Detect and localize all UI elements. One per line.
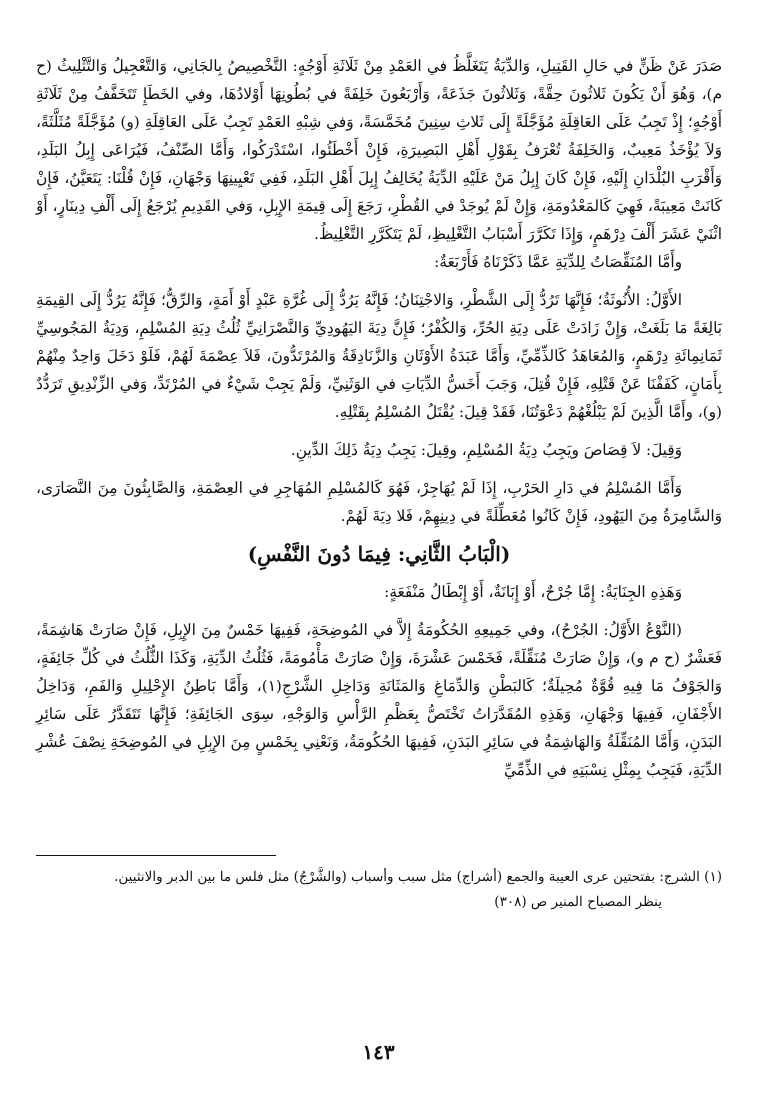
chapter-heading: (الْبَابُ الثَّانِي: فِيمَا دُونَ النَّفْسِ) <box>247 542 511 566</box>
footnote-1-source: ينظر المصباح المنير ص (٣٠٨) <box>494 894 662 910</box>
main-text <box>36 52 722 784</box>
page-number: ١٤٣ <box>362 1040 395 1064</box>
paragraph-wound-type: (النَّوْعُ الأَوَّلُ: الجُرْحُ)، وفي جَمِيعِهِ الحُكُومَةُ إِلاَّ في المُوضِحَةِ، فَفِيهَا خَمْسٌ مِنَ الإِبِلِ، فَإِنْ صَارَتْ هَاشِمَةً، فَعَشْرٌ (ح م و)، وَإِنْ صَارَتْ مُنَقِّلَةً، فَخَمْسَ عَشْرَةَ، وَإِنْ صَارَتْ مَأْمُومَةً، فَثُلُثُ الدِّيَةِ، وَكَذَا الثُّلُثُ في كُلِّ جَائِفَةٍ، وَالجَوْفُ مَا فِيهِ قُوَّةٌ مُحِيلَةٌ؛ كَالبَطْنِ وَالدِّمَاغِ وَالمَثَانَةِ وَدَاخِلِ الشَّرْجِ(١)، وَأَمَّا بَاطِنُ الإِحْلِيلِ وَالفَمِ، وَدَاخِلُ الأَجْفَانِ، فَفِيهَا وَجْهَانِ، وَهَذِهِ المُقَدَّرَاتُ تَخْتَصُّ بِعَظْمِ الرَّأْسِ وَالوَجْهِ، سِوَى الجَائِفَةِ؛ فَإِنَّهَا تَتَقَدَّرُ عَلَى سَائِرِ البَدَنِ، وَأَمَّا المُنَقِّلَةُ وَالهَاشِمَةُ في سَائِرِ البَدَنِ، فَفِيهَا الحُكُومَةُ، وَنَعْنِي بِخَمْسٍ مِنَ الإِبِلِ في المُوضِحَةِ نِصْفَ عُشْرِ الدِّيَةِ، فَيَجِبُ بِمِثْلِ نِسْبَتِهِ في الذِّمِّيِّ <box>36 621 722 779</box>
paragraph-crime-types: وَهَذِهِ الجِنَايَةُ: إِمَّا جُرْحٌ، أَوْ إِبَانَةٌ، أَوْ إِبْطَالُ مَنْفَعَةٍ: <box>384 583 682 601</box>
paragraph-other-opinions: وَقِيلَ: لاَ قِصَاصَ ويَجِبُ دِيَةُ المُسْلِمِ، وقِيلَ: يَجِبُ دِيَةُ ذَلِكَ الدِّينِ. <box>290 441 682 459</box>
paragraph-reducers-intro: وأَمَّا المُنَقِّصَاتُ لِلدِّيَةِ عَمَّا ذَكَرْنَاهُ فَأَرْبَعَةٌ: <box>434 253 682 271</box>
paragraph-first-reducer: الأَوَّلُ: الأُنُوثَةُ؛ فَإِنَّهَا تَرُدُّ إِلَى الشَّطْرِ، وَالاجْتِنَانُ؛ فَإِنَّهُ يَرُدُّ إِلَى غُرَّةِ عَبْدٍ أَوْ أَمَةٍ، وَالرِّقُّ؛ فَإِنَّهُ يَرُدُّ إِلَى القِيمَةِ بَالِغَةً مَا بَلَغَتْ، وَإِنْ زَادَتْ عَلَى دِيَةِ الحُرِّ، وَالكُفْرُ؛ فَإِنَّ دِيَةَ اليَهُودِيِّ وَالنَّصْرَانِيِّ ثُلُثُ دِيَةِ المُسْلِمِ، وَدِيَةُ المَجُوسِيِّ ثَمَانِمِائَةِ دِرْهَمٍ، وَالمُعَاهَدُ كَالذِّمِّيِّ، وَأَمَّا عَبَدَةُ الأَوْثَانِ وَالزَّنَادِقَةُ وَالمُرْتَدُّونَ، فَلاَ عِصْمَةَ لَهُمْ، فَلَوْ دَخَلَ وَاحِدٌ مِنْهُمْ بِأَمَانٍ، كَفَفْنَا عَنْ قَتْلِهِ، فَإِنْ قُتِلَ، وَجَبَ أَخَسُّ الدِّيَاتِ في الوَثَنِيِّ، وَلَمْ يَجِبْ شَيْءٌ في المُرْتَدِّ، وَفي الزِّنْدِيقِ تَرَدُّدٌ (و)، وأَمَّا الَّذِينَ لَمْ يَبْلُغْهُمْ دَعْوَتُنَا، فَقَدْ قِيلَ: يُقْتَلُ المُسْلِمُ بِقَتْلِهِ. <box>36 291 722 421</box>
footnotes <box>36 865 722 915</box>
footnote-1: (١) الشرج: بفتحتين عرى العيبة والجمع (أشراج) مثل سبب وأسباب (والشَّرْجُ) مثل فلس ما بين الدبر والانثيين. <box>114 869 722 885</box>
footnote-divider <box>36 855 276 856</box>
paragraph-muslim-in-dar-al-harb: وَأَمَّا المُسْلِمُ في دَارِ الحَرْبِ، إِذَا لَمْ يُهَاجِرْ، فَهُوَ كَالمُسْلِمِ المُهَاجِرِ في العِصْمَةِ، وَالصَّابِئُونَ مِنَ النَّصَارَى، وَالسَّامِرَةُ مِنَ اليَهُودِ، فَإِنْ كَانُوا مُعَطِّلَةً في دِينِهِمْ، فَلا دِيَةَ لَهُمْ. <box>36 479 722 525</box>
paragraph-diya-intensification: صَدَرَ عَنْ ظَنٍّ في حَالِ القَتِيلِ، وَالدِّيَةُ يَتَغَلَّظُ في العَمْدِ مِنْ ثَلَاثَةِ أَوْجُهٍ: التَّخْصِيصُ بِالجَانِي، وَالتَّعْجِيلُ وَالتَّثْلِيثُ (ح م)، وَهُوَ أَنْ يَكُونَ ثَلاثُونَ حِقَّةً، وَثَلاثُونَ جَذَعَةً، وَأَرْبَعُونَ خَلِفَةً في بُطُونِهَا أَوْلادُهَا، وفي الخَطَإِ تَتَخَفَّفُ مِنْ ثَلَاثَةِ أَوْجُهٍ؛ إِذْ تَجِبُ عَلَى العَاقِلَةِ مُؤَجَّلَةً إِلَى ثَلاثِ سِنِينَ مُخَمَّسَةً، وَفي شِبْهِ العَمْدِ تَجِبُ عَلَى العَاقِلَةِ (و) مُؤَجَّلَةً مُثَلَّثَةً، وَلاَ يُؤْخَذُ مَعِيبٌ، وَالخَلِفَةُ تُعْرَفُ بِقَوْلِ أَهْلِ البَصِيرَةِ، فَإِنْ أَخْطَئُوا، اسْتَدْرَكُوا، وَأَمَّا الصِّنْفُ، فَيُرَاعَى إِبِلُ البَلَدِ، وَأَقْرَبِ البُلْدَانِ إِلَيْهِ، فَإِنْ كَانَ إِبِلُ مَنْ عَلَيْهِ الدِّيَةُ يُخَالِفُ إِبِلَ أَهْلِ البَلَدِ، فَفِي تَعْيِينِهَا وَجْهَانِ، فَإِنْ قُلْنَا: يَتَعَيَّنُ، فَإِنْ كَانَتْ مَعِيبَةً، فَهِيَ كَالمَعْدُومَةِ، وَإِنْ لَمْ يُوجَدْ في القُطْرِ، رَجَعَ إِلَى قِيمَةِ الإِبِلِ، وَفي القَدِيمِ يُرْجَعُ إِلَى أَلْفِ دِينَارٍ، أَوْ اثْنَيْ عَشَرَ أَلْفَ دِرْهَمٍ، وَإِذَا تَكَرَّرَ أَسْبَابُ التَّغْلِيظِ، لَمْ يَتَكَرَّرِ التَّغْلِيظُ. <box>36 57 722 243</box>
